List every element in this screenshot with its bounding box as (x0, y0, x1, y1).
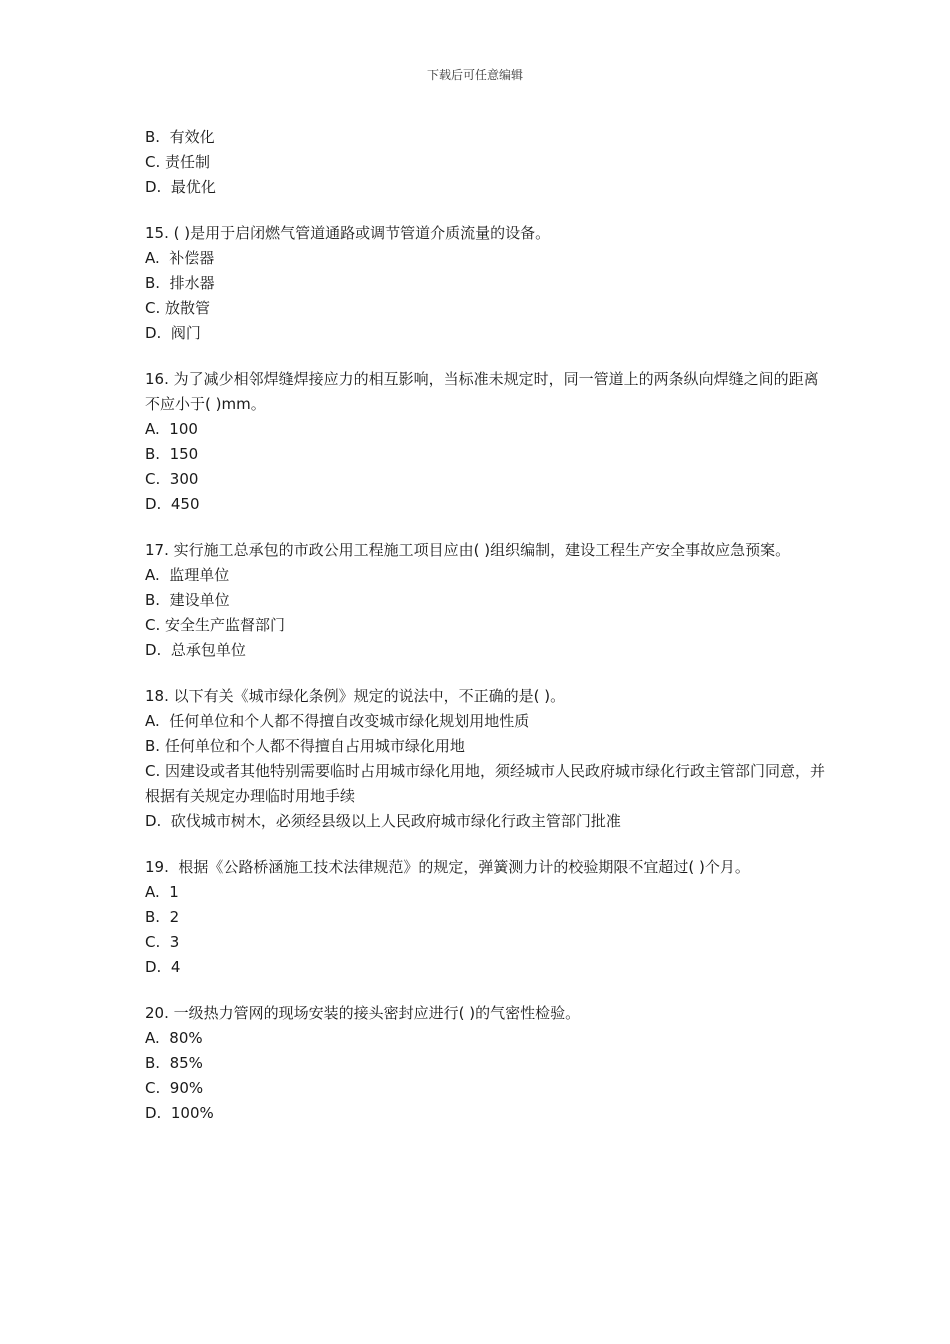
question-list (145, 125, 825, 1126)
option-d: D. 总承包单位 (145, 641, 246, 659)
option-a: A. 1 (145, 883, 179, 901)
option-a: A. 任何单位和个人都不得擅自改变城市绿化规划用地性质 (145, 712, 530, 730)
option-d: D. 450 (145, 495, 200, 513)
option-c: C. 放散管 (145, 299, 211, 317)
question-15-stem: 15. ( )是用于启闭燃气管道通路或调节管道介质流量的设备。 (145, 224, 551, 242)
option-a: A. 80% (145, 1029, 203, 1047)
option-b: B. 150 (145, 445, 199, 463)
option-d: D. 砍伐城市树木，必须经县级以上人民政府城市绿化行政主管部门批准 (145, 812, 621, 830)
question-19-stem: 19. 根据《公路桥涵施工技术法律规范》的规定，弹簧测力计的校验期限不宜超过( )个月。 (145, 858, 750, 876)
question-20-stem: 20. 一级热力管网的现场安装的接头密封应进行( )的气密性检验。 (145, 1004, 581, 1022)
question-17-stem: 17. 实行施工总承包的市政公用工程施工项目应由( )组织编制，建设工程生产安全事故应急预案。 (145, 541, 791, 559)
option-a: A. 补偿器 (145, 249, 215, 267)
option-c: C. 安全生产监督部门 (145, 616, 286, 634)
option-b: B. 建设单位 (145, 591, 230, 609)
option-c: C. 300 (145, 470, 199, 488)
option-d: D. 最优化 (145, 178, 216, 196)
option-d: D. 100% (145, 1104, 214, 1122)
option-c: C. 90% (145, 1079, 204, 1097)
option-c: C. 因建设或者其他特别需要临时占用城市绿化用地，须经城市人民政府城市绿化行政主管部门同意，并根据有关规定办理临时用地手续 (145, 762, 826, 805)
option-a: A. 监理单位 (145, 566, 230, 584)
option-a: A. 100 (145, 420, 198, 438)
option-d: D. 阀门 (145, 324, 201, 342)
option-b: B. 排水器 (145, 274, 215, 292)
question-16-stem: 16. 为了减少相邻焊缝焊接应力的相互影响，当标准未规定时，同一管道上的两条纵向焊缝之间的距离不应小于( )mm。 (145, 370, 819, 413)
option-b: B. 2 (145, 908, 180, 926)
option-c: C. 3 (145, 933, 180, 951)
option-d: D. 4 (145, 958, 181, 976)
question-18-stem: 18. 以下有关《城市绿化条例》规定的说法中，不正确的是( )。 (145, 687, 566, 705)
option-b: B. 85% (145, 1054, 203, 1072)
option-b: B. 任何单位和个人都不得擅自占用城市绿化用地 (145, 737, 465, 755)
option-b: B. 有效化 (145, 128, 215, 146)
page-header: 下载后可任意编辑 (426, 68, 523, 82)
option-c: C. 责任制 (145, 153, 211, 171)
